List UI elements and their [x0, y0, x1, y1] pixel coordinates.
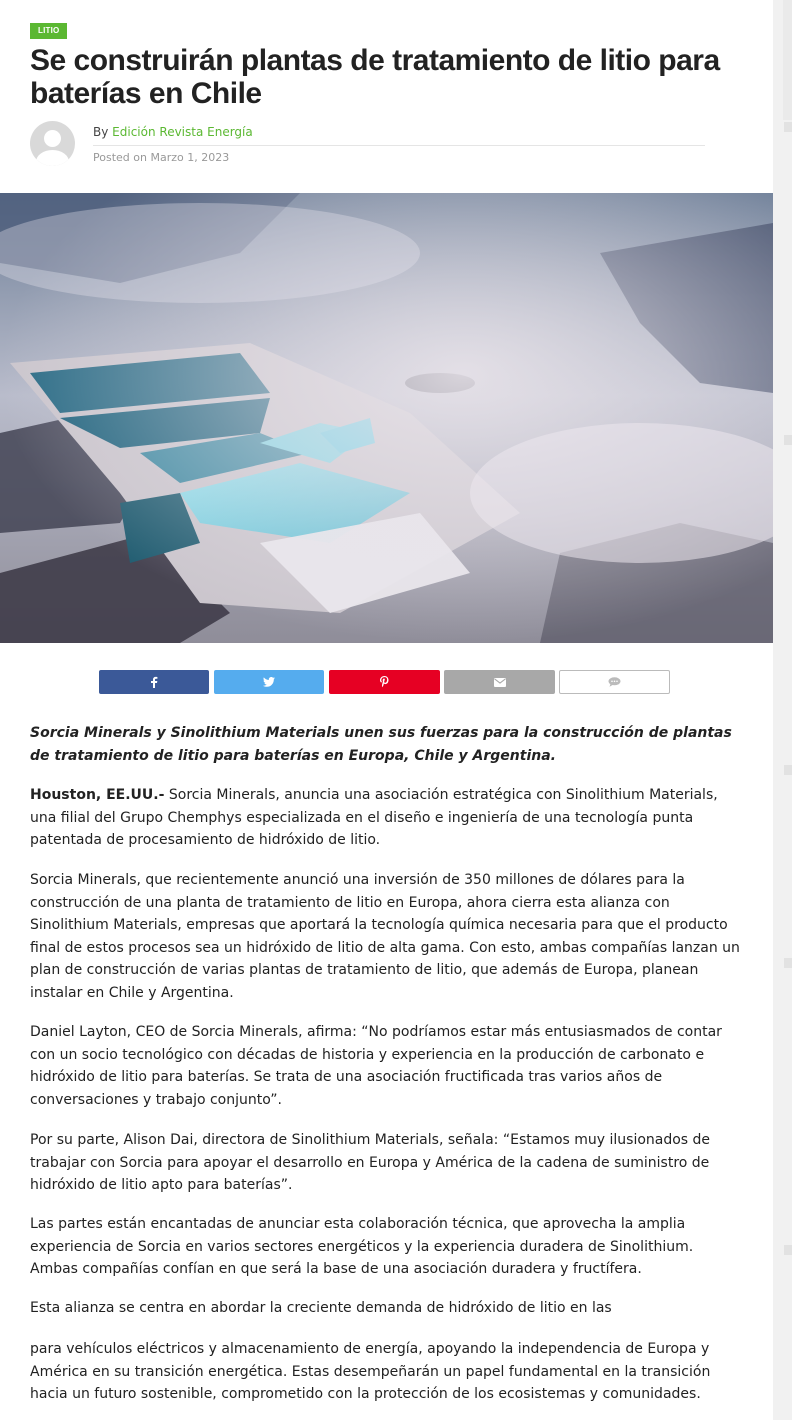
share-email-button[interactable]: [444, 670, 555, 694]
comments-button[interactable]: [559, 670, 670, 694]
category-tag[interactable]: LITIO: [30, 23, 67, 39]
sidebar-strip: [783, 0, 792, 120]
sidebar-marker: [784, 435, 792, 445]
avatar-head-shape: [44, 130, 61, 147]
pinterest-icon: [380, 676, 389, 688]
byline-divider: [93, 145, 705, 146]
sidebar-marker: [784, 1245, 792, 1255]
article-paragraph: Esta alianza se centra en abordar la creciente demanda de hidróxido de litio en las: [30, 1300, 612, 1316]
share-pinterest-button[interactable]: [329, 670, 440, 694]
article-paragraph: Por su parte, Alison Dai, directora de Sinolithium Materials, señala: “Estamos muy ilusionados de trabajar con Sorcia para apoyar el desarrollo en Europa y América de la cadena de suministro de hidróxido de litio apto para baterías”.: [30, 1132, 711, 1193]
avatar-shoulders-shape: [36, 150, 69, 166]
share-twitter-button[interactable]: [214, 670, 324, 694]
byline: [93, 125, 253, 139]
comment-icon: [608, 677, 621, 687]
article-paragraph: Sorcia Minerals, que recientemente anunció una inversión de 350 millones de dólares para la construcción de una planta de tratamiento de litio en Europa, ahora cierra esta alianza con Sinolithium Materials, empresas que aportará la tecnología química necesaria para que el producto final de estos procesos sea un hidróxido de litio de alta gama. Con esto, ambas compañías lanzan un plan de construcción de varias plantas de tratamiento de litio, que además de Europa, planean instalar en Chile y Argentina.: [30, 872, 740, 1001]
facebook-icon: [149, 676, 159, 688]
twitter-icon: [263, 677, 275, 687]
share-facebook-button[interactable]: [99, 670, 209, 694]
article-lead: Sorcia Minerals y Sinolithium Materials unen sus fuerzas para la construcción de plantas de tratamiento de litio para baterías en Europa, Chile y Argentina.: [30, 725, 732, 764]
author-link[interactable]: Edición Revista Energía: [112, 125, 253, 139]
hero-image: [0, 193, 773, 643]
article-paragraph: [30, 784, 742, 852]
article-paragraph: Daniel Layton, CEO de Sorcia Minerals, afirma: “No podríamos estar más entusiasmados de contar con un socio tecnológico con décadas de historia y experiencia en la producción de carbonato e hidróxido de litio para baterías. Se trata de una asociación fructificada tras varios años de conversaciones y trabajo conjunto”.: [30, 1024, 722, 1108]
post-date: Posted on Marzo 1, 2023: [93, 151, 230, 164]
article-paragraph: Las partes están encantadas de anunciar esta colaboración técnica, que aprovecha la amplia experiencia de Sorcia en varios sectores energéticos y la experiencia duradera de Sinolithium. Ambas compañías confían en que será la base de una asociación duradera y fructífera.: [30, 1216, 694, 1277]
sidebar-gutter: [773, 0, 792, 1420]
sidebar-marker: [784, 958, 792, 968]
author-avatar[interactable]: [30, 121, 75, 166]
sidebar-marker: [784, 122, 792, 132]
article-paragraph: para vehículos eléctricos y almacenamiento de energía, apoyando la independencia de Europa y América en su transición energética. Estas desempeñarán un papel fundamental en la transición hacia un futuro sostenible, comprometido con la protección de los ecosistemas y comunidades.: [30, 1341, 711, 1402]
dateline: Houston, EE.UU.-: [30, 787, 165, 803]
byline-by-label: By: [93, 125, 109, 139]
salt-flat-aerial-photo: [0, 193, 773, 643]
envelope-icon: [494, 678, 506, 687]
paragraph-text: Sorcia Minerals, anuncia una asociación estratégica con Sinolithium Materials, una filial del Grupo Chemphys especializada en el diseño e ingeniería de una tecnología punta patentada de procesamiento de hidróxido de litio.: [30, 787, 718, 848]
page-title: Se construirán plantas de tratamiento de litio para baterías en Chile: [30, 44, 720, 110]
sidebar-marker: [784, 765, 792, 775]
